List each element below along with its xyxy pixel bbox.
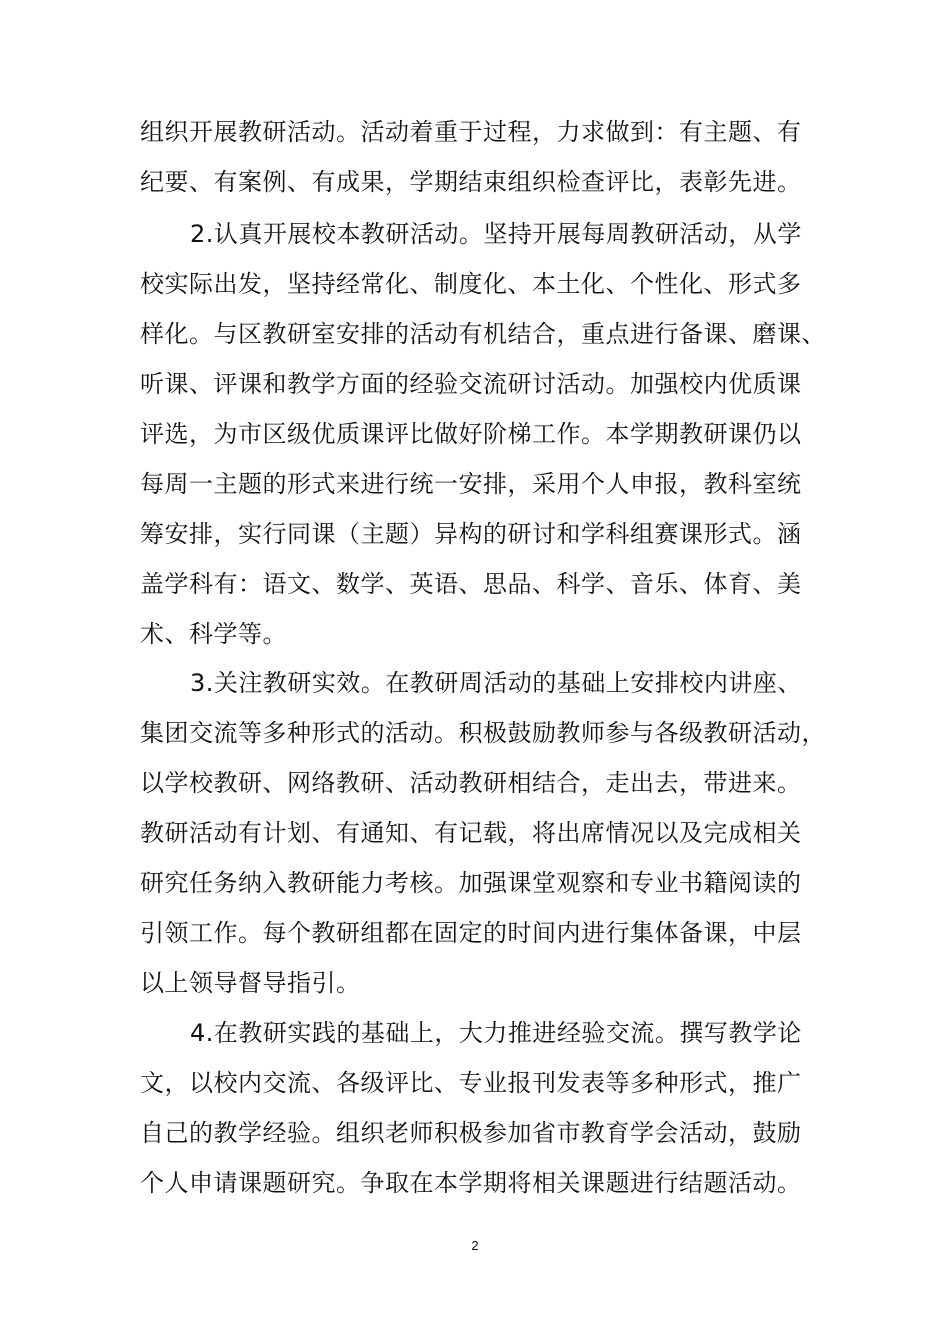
text-line: 纪要、有案例、有成果，学期结束组织检查评比，表彰先进。	[140, 168, 802, 196]
text-line: 文，以校内交流、各级评比、专业报刊发表等多种形式，推广	[140, 1069, 802, 1097]
text-line: 每周一主题的形式来进行统一安排，采用个人申报，教科室统	[140, 470, 802, 498]
text-line: 教研活动有计划、有通知、有记载，将出席情况以及完成相关	[140, 819, 802, 847]
text-line: 样化。与区教研室安排的活动有机结合，重点进行备课、磨课、	[140, 320, 826, 348]
text-line: 听课、评课和教学方面的经验交流研讨活动。加强校内优质课	[140, 370, 802, 398]
text-line: 组织开展教研活动。活动着重于过程，力求做到：有主题、有	[140, 118, 802, 146]
text-line: 引领工作。每个教研组都在固定的时间内进行集体备课，中层	[140, 919, 802, 947]
text-line: 盖学科有：语文、数学、英语、思品、科学、音乐、体育、美	[140, 570, 802, 598]
text-line: 自己的教学经验。组织老师积极参加省市教育学会活动，鼓励	[140, 1119, 802, 1147]
paragraph-4-start: 4.在教研实践的基础上，大力推进经验交流。撰写教学论	[190, 1019, 802, 1047]
text-line: 研究任务纳入教研能力考核。加强课堂观察和专业书籍阅读的	[140, 869, 802, 897]
text-line: 术、科学等。	[140, 620, 287, 648]
text-line: 集团交流等多种形式的活动。积极鼓励教师参与各级教研活动，	[140, 719, 826, 747]
text-line: 校实际出发，坚持经常化、制度化、本土化、个性化、形式多	[140, 270, 802, 298]
paragraph-3-start: 3.关注教研实效。在教研周活动的基础上安排校内讲座、	[190, 669, 802, 697]
text-line: 以上领导督导指引。	[140, 969, 361, 997]
text-line: 以学校教研、网络教研、活动教研相结合，走出去，带进来。	[140, 769, 802, 797]
page-number: 2	[471, 1238, 479, 1253]
text-line: 个人申请课题研究。争取在本学期将相关课题进行结题活动。	[140, 1169, 802, 1197]
text-line: 评选，为市区级优质课评比做好阶梯工作。本学期教研课仍以	[140, 420, 802, 448]
paragraph-2-start: 2.认真开展校本教研活动。坚持开展每周教研活动，从学	[190, 220, 802, 248]
text-line: 筹安排，实行同课（主题）异构的研讨和学科组赛课形式。涵	[140, 520, 802, 548]
